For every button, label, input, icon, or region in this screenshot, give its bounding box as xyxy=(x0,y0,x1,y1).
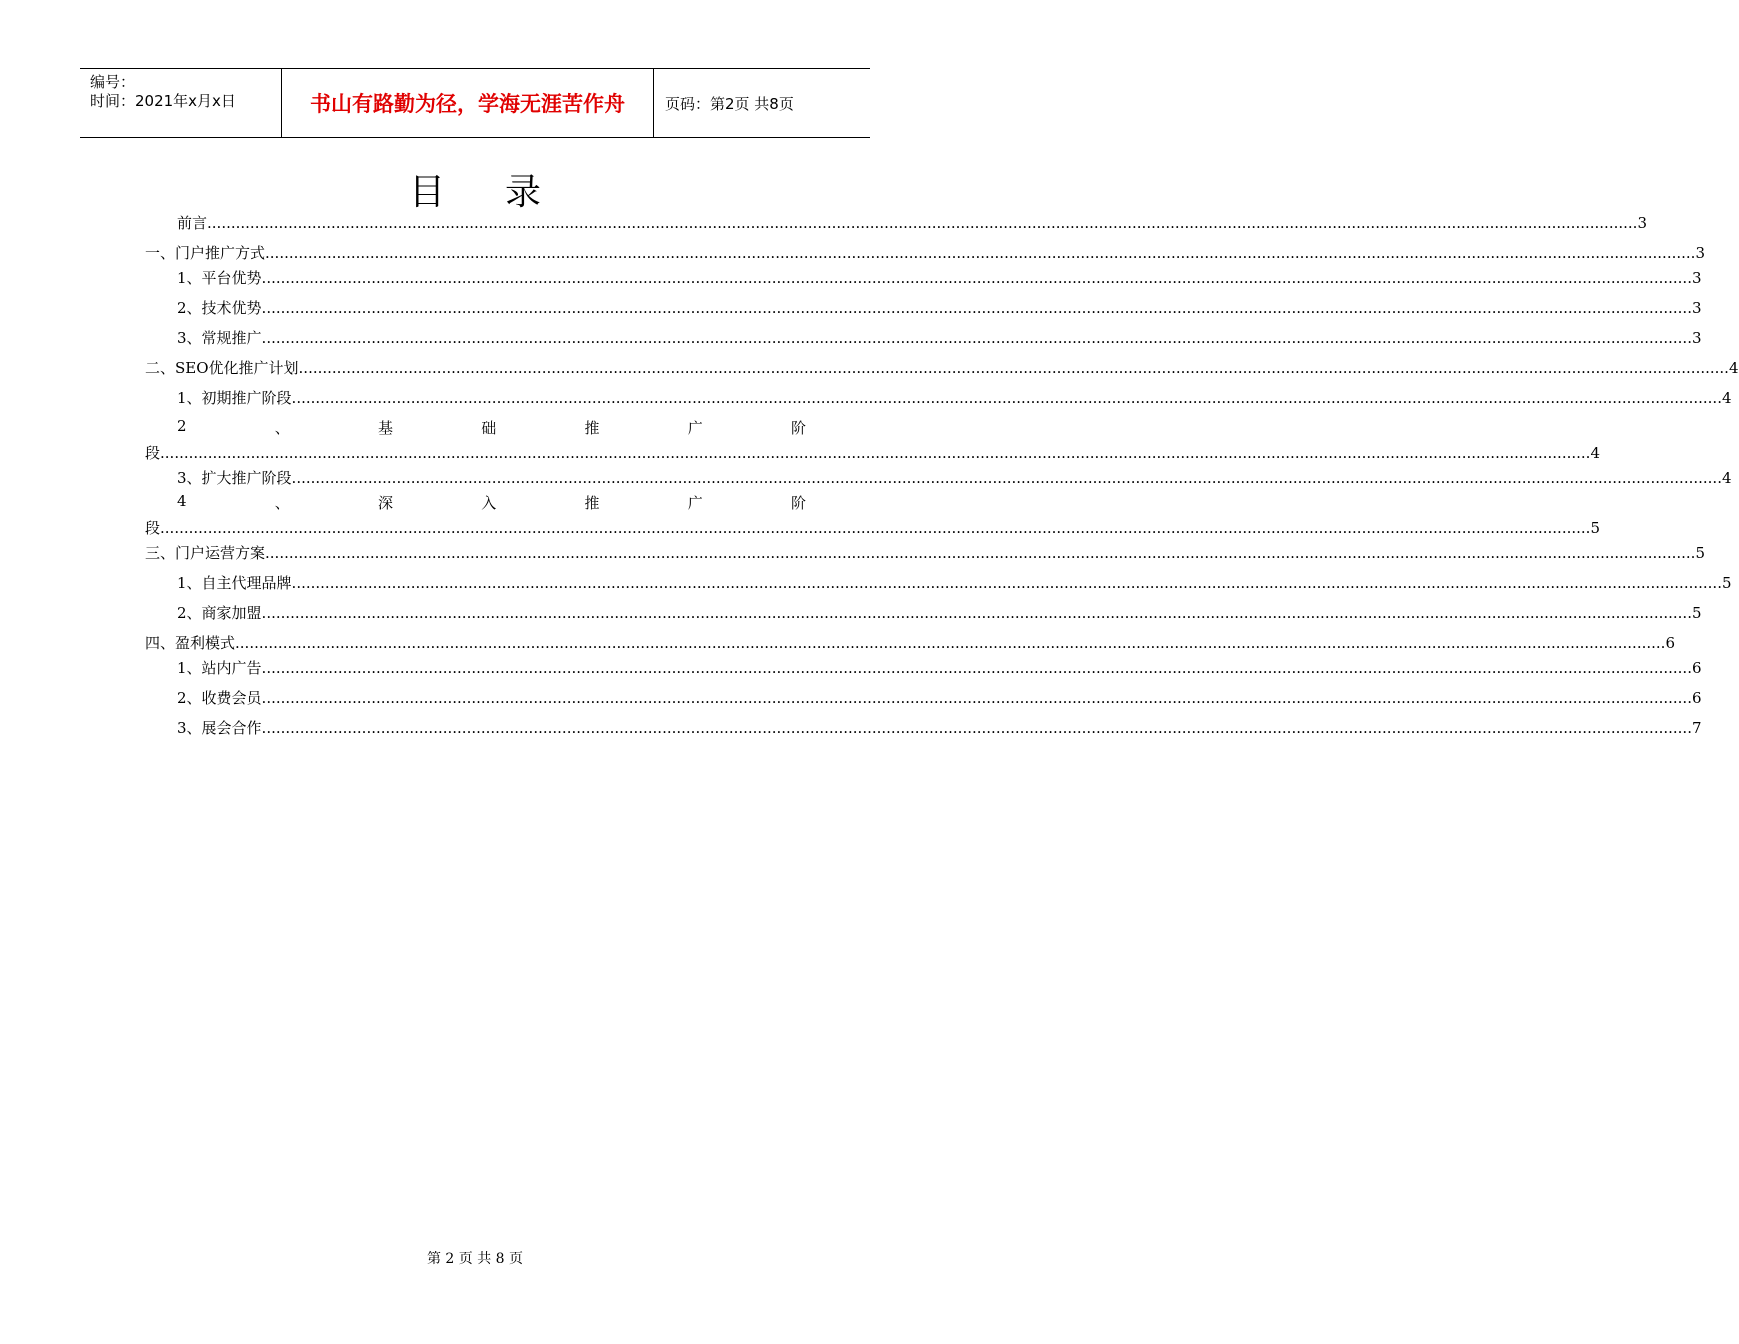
toc-leader: ............................................................................................................................................................................................................................................................................................................ xyxy=(207,214,1638,232)
toc-entry[interactable] xyxy=(177,212,1647,233)
toc-char: 推 xyxy=(584,494,600,512)
toc-leader: ............................................................................................................................................................................................................................................................................................................ xyxy=(261,689,1692,707)
toc-leader: ............................................................................................................................................................................................................................................................................................................ xyxy=(261,719,1692,737)
toc-entry-page: 3 xyxy=(1691,269,1702,287)
toc-char: 推 xyxy=(584,419,600,437)
toc-char: 础 xyxy=(481,419,497,437)
toc-entry-page: 5 xyxy=(1691,604,1702,622)
toc-entry-text: 3、常规推广 xyxy=(177,329,262,347)
toc-entry-page: 5 xyxy=(1721,574,1732,592)
toc-leader: ............................................................................................................................................................................................................................................................................................................ xyxy=(265,244,1696,262)
toc-entry-text: 2、商家加盟 xyxy=(177,604,262,622)
toc-entry-text: 2、技术优势 xyxy=(177,299,262,317)
toc-leader: ............................................................................................................................................................................................................................................................................................................ xyxy=(261,659,1692,677)
toc-char: 、 xyxy=(274,419,290,437)
toc-entry-text: 一、门户推广方式 xyxy=(145,244,266,262)
toc-entry[interactable] xyxy=(177,657,1702,678)
toc-entry[interactable] xyxy=(177,717,1702,738)
toc-char: 、 xyxy=(274,494,290,512)
toc-entry-page: 4 xyxy=(1590,444,1600,462)
toc-entry[interactable] xyxy=(177,467,1732,488)
toc-entry-page: 4 xyxy=(1721,389,1732,407)
toc-entry[interactable] xyxy=(177,267,1702,288)
toc-entry-text: 段 xyxy=(145,519,161,537)
toc-entry-text: 3、扩大推广阶段 xyxy=(177,469,292,487)
header-meta xyxy=(80,69,282,137)
toc-entry-justified[interactable] xyxy=(177,492,806,513)
toc-entry[interactable] xyxy=(145,357,1739,378)
toc-entry-text: 1、自主代理品牌 xyxy=(177,574,292,592)
toc-leader: ............................................................................................................................................................................................................................................................................................................ xyxy=(261,604,1692,622)
toc-entry[interactable] xyxy=(177,387,1732,408)
toc-leader: ............................................................................................................................................................................................................................................................................................................ xyxy=(160,444,1591,462)
toc-entry-text: 1、站内广告 xyxy=(177,659,262,677)
toc-entry-justified[interactable] xyxy=(177,417,806,438)
header-page-info: 页码：第2页 共8页 xyxy=(665,94,794,113)
toc-entry[interactable] xyxy=(145,632,1675,653)
toc-entry-text: 三、门户运营方案 xyxy=(145,544,266,562)
toc-leader: ............................................................................................................................................................................................................................................................................................................ xyxy=(261,269,1692,287)
toc-entry-text: 2、收费会员 xyxy=(177,689,262,707)
toc-entry-page: 3 xyxy=(1637,214,1647,232)
header-motto: 书山有路勤为径，学海无涯苦作舟 xyxy=(282,69,654,137)
toc-leader: ............................................................................................................................................................................................................................................................................................................ xyxy=(160,519,1591,537)
toc-entry[interactable] xyxy=(177,602,1702,623)
toc-entry-page: 6 xyxy=(1691,659,1702,677)
toc-entry[interactable] xyxy=(177,327,1702,348)
toc-entry-text: 3、展会合作 xyxy=(177,719,262,737)
toc-title: 目录 xyxy=(408,172,601,213)
toc-entry[interactable] xyxy=(145,242,1705,263)
toc-leader: ............................................................................................................................................................................................................................................................................................................ xyxy=(298,359,1729,377)
toc-entry-text: 四、盈利模式 xyxy=(145,634,236,652)
time-label: 时间：2021年x月x日 xyxy=(90,92,236,110)
toc-entry-page: 6 xyxy=(1665,634,1675,652)
toc-entry-text: 1、平台优势 xyxy=(177,269,262,287)
toc-entry-page: 3 xyxy=(1691,299,1702,317)
toc-char: 4 xyxy=(177,492,187,510)
toc-entry-text: 前言 xyxy=(177,214,208,232)
toc-leader: ............................................................................................................................................................................................................................................................................................................ xyxy=(291,469,1722,487)
toc-entry-text: 二、SEO优化推广计划 xyxy=(145,359,299,377)
toc-leader: ............................................................................................................................................................................................................................................................................................................ xyxy=(291,574,1722,592)
toc-entry[interactable] xyxy=(177,687,1702,708)
toc-char: 广 xyxy=(687,419,703,437)
page-footer: 第 2 页 共 8 页 xyxy=(426,1251,524,1267)
toc-entry-page: 7 xyxy=(1691,719,1702,737)
toc-leader: ............................................................................................................................................................................................................................................................................................................ xyxy=(235,634,1666,652)
toc-char: 入 xyxy=(481,494,497,512)
toc-entry-text: 1、初期推广阶段 xyxy=(177,389,292,407)
toc-entry-page: 4 xyxy=(1721,469,1732,487)
toc-entry[interactable] xyxy=(145,542,1705,563)
toc-entry-page: 3 xyxy=(1691,329,1702,347)
toc-char: 深 xyxy=(378,494,394,512)
toc-leader: ............................................................................................................................................................................................................................................................................................................ xyxy=(261,299,1692,317)
toc-leader: ............................................................................................................................................................................................................................................................................................................ xyxy=(265,544,1696,562)
toc-entry-page: 3 xyxy=(1695,244,1705,262)
toc-entry-page: 6 xyxy=(1691,689,1702,707)
toc-char: 基 xyxy=(378,419,394,437)
toc-leader: ............................................................................................................................................................................................................................................................................................................ xyxy=(291,389,1722,407)
number-label: 编号： xyxy=(90,73,136,91)
toc-entry-page: 5 xyxy=(1590,519,1600,537)
toc-entry[interactable] xyxy=(177,297,1702,318)
toc-leader: ............................................................................................................................................................................................................................................................................................................ xyxy=(261,329,1692,347)
toc-char: 2 xyxy=(177,417,187,435)
page-header xyxy=(80,68,870,138)
toc-entry-page: 5 xyxy=(1695,544,1705,562)
toc-char: 阶 xyxy=(790,494,806,512)
toc-char: 阶 xyxy=(790,419,806,437)
toc-entry[interactable] xyxy=(177,572,1732,593)
toc-entry-continuation[interactable] xyxy=(145,517,1600,538)
toc-entry-continuation[interactable] xyxy=(145,442,1600,463)
toc-char: 广 xyxy=(687,494,703,512)
toc-entry-text: 段 xyxy=(145,444,161,462)
toc-entry-page: 4 xyxy=(1728,359,1739,377)
